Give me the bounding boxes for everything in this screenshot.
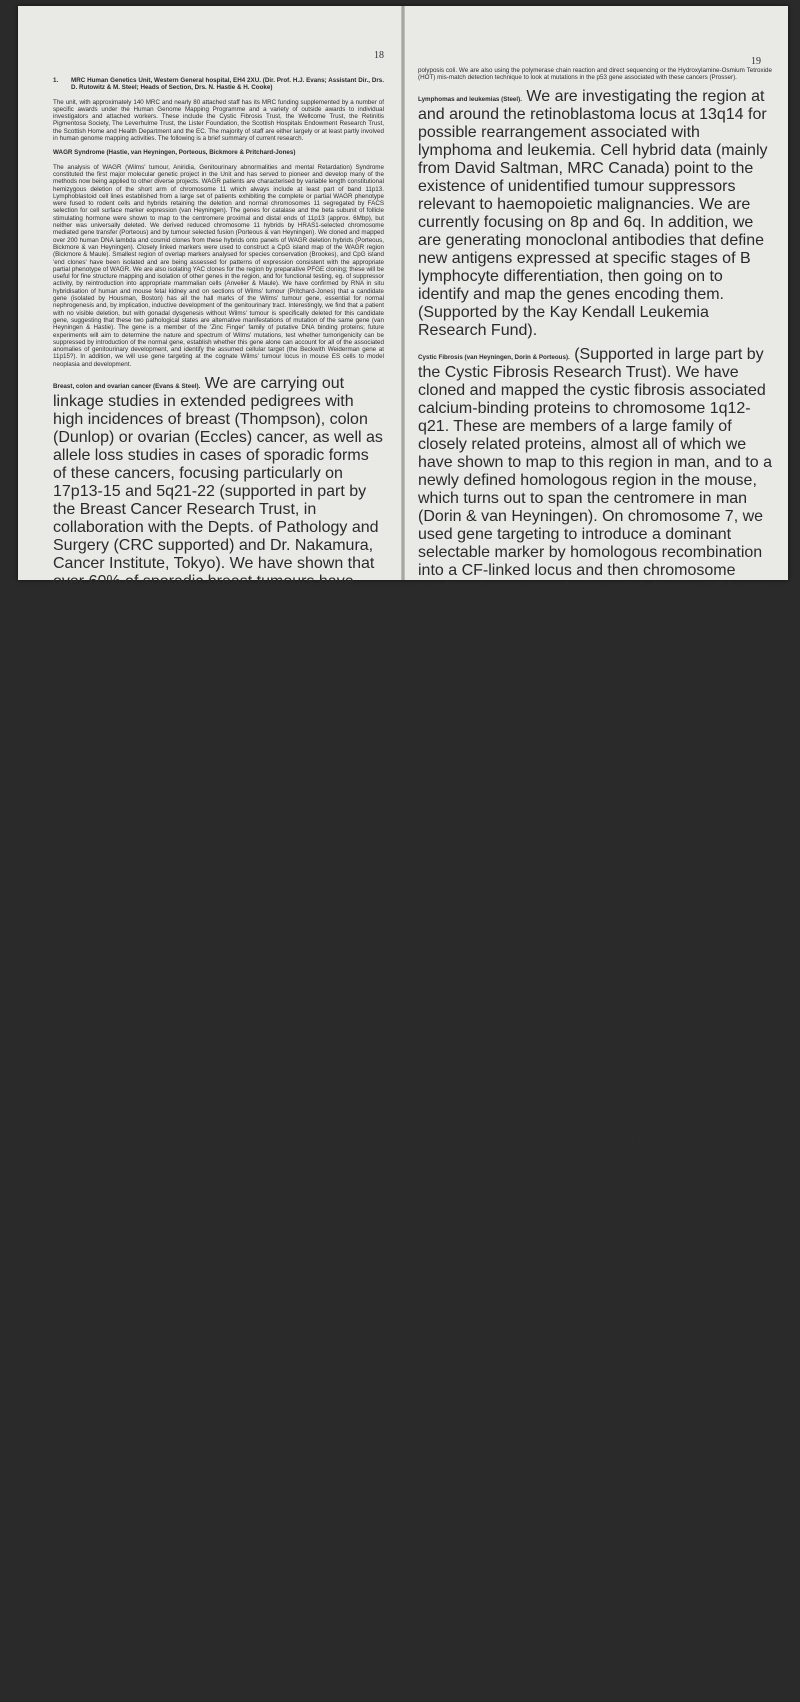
cf-body: (Supported in large part by the Cystic Fibrosis Research Trust). We have cloned and mapped the cystic fibrosis associated calcium-binding proteins to chromosome 1q12-q21. These are members of a large family of closely related proteins, almost all of which we have shown to map to this region in man, and to a newly defined homologous region in the mouse, which turns out to span the centromere in man (Dorin & van Heyningen). On chromosome 7, we used gene targeting to introduce a dominant selectable marker by homologous recombination into a CF-linked locus and then chromosome mediated gene transfer to enrich for the CF locus (Dorin & Porteous). With the CF gene now cloned and the major mutation identified, we are using the gene targeting approach in mouse ES cells to introduce the human mutation into the cognate mouse gene. Generation of germ line chimeras (in collaboration with Dr. M. Hooper, Dept. of Pathology) and breeding to homozygosity will provide a model for the human disease (Dorin, Dickinson & Porteous). bbox=[418, 345, 772, 759]
digeorge-heading: DiGeorge Syndrome (Sharkey & Evans). bbox=[418, 773, 537, 781]
retinal-heading: Retinal disease genes (Bhattacharya, Lindsay, Bower, Wright). bbox=[418, 977, 603, 985]
wagr-paragraph: The analysis of WAGR (Wilms' tumour, Aniridia, Genitourinary abnormalities and mental Retardation) Syndrome constituted the first major molecular genetic project in the Unit and has served to pioneer and develop many of the methods now being applied to other diverse projects. WAGR patients are characterised by variable length constitutional hemizygous deletion of the short arm of chromosome 11 which always include at least part of band 11p13. Lymphoblastoid cell lines established from a large set of patients exhibiting the complete or partial WAGR phenotype were fused to rodent cells and hybrids retaining the deletion and normal chromosomes 11 segregated by FACS selection for cell surface marker expression (van Heyningen). The genes for catalase and the beta subunit of follicle stimulating hormone were shown to map to the centromere proximal and distal ends of 11p13 (approx. 6Mbp), but neither was universally deleted. We derived reduced chromosome 11 hybrids by HRAS1-selected chromosome mediated gene transfer (Porteous) and by tumour selected fusion (Porteous & van Heyningen). We cloned and mapped over 200 human DNA lambda and cosmid clones from these hybrids onto panels of WAGR deletion hybrids (Porteous, Bickmore & van Heyningen). Closely linked markers were used to construct a CpG island map of the WAGR region (Bickmore & Maule). Smallest region of overlap markers analysed for species conservation (Brookes), and CpG island 'end clones' have been isolated and are being assessed for patterns of expression consistent with the appropriate partial phenotype of WAGR. We are also isolating YAC clones for the region by preparative PFGE cloning; these will be useful for fine structure mapping and isolation of other genes in the region, and for functional testing, eg. of suppressor activity, by reintroduction into appropriate mammalian cells (Anvelier & Maule). We have confirmed by RNA in situ hybridisation of human and mouse fetal kidney and on sections of Wilms' tumour (Pritchard-Jones) that a candidate gene (isolated by Housman, Boston) has all the hall marks of the Wilms' tumour gene, essential for normal nephrogenesis and, by implication, inductive development of the genitourinary tract. Interestingly, we find that a patient with no visible deletion, but with gonadal dysgenesis without Wilms' tumour is specifically deleted for this candidate gene, suggesting that these two pathological states are alternative manifestations of mutation of the same gene (van Heyningen & Hastie). The gene is a member of the 'Zinc Finger' family of putative DNA binding proteins; future experiments will aim to determine the nature and spectrum of Wilms' mutations, test whether tumorigenicity can be suppressed by introduction of the normal gene, establish whether this gene alone can account for all of the associated anomalies of genitourinary development, and identify the assumed cellular target (the Beckwith Weiderman gene at 11p15?). In addition, we will use gene targeting at the cognate Wilms' tumour locus in mouse ES cells to model neoplasia and development. bbox=[53, 163, 384, 368]
page-number-left: 18 bbox=[374, 50, 384, 61]
lymphoma-heading: Lymphomas and leukemias (Steel). bbox=[418, 95, 522, 103]
open-book-spread bbox=[18, 6, 788, 1702]
carry-over-paragraph: polyposis coli. We are also using the polymerase chain reaction and direct sequencing or the Hydroxylamine-Osmium Tetroxide (HOT) mis-match detection technique to look at mutations in the p53 gene associated with these cancers (Prosser). bbox=[418, 67, 772, 82]
lymphoma-body: We are investigating the region at and around the retinoblastoma locus at 13q14 for possible rearrangement associated with lymphoma and leukemia. Cell hybrid data (mainly from David Saltman, MRC Canada) point to the existence of unidentified tumour suppressors relevant to haemopoietic malignancies. We are currently focusing on 8p and 6q. In addition, we are generating monoclonal antibodies that define new antigens expressed at specific stages of B lymphocyte differentiation, then going on to identify and map the genes encoding them. (Supported by the Kay Kendall Leukemia Research Fund). bbox=[418, 87, 768, 339]
page-number-right: 19 bbox=[751, 56, 761, 67]
retinal-body: We first showed genetic linkage of X-linked retinitis pigmentosa to the short arm of the human chromosome. At least two different forms of the X-linked disease are now recognised and shown to map to distinct regions of the short arm. We have isolated a battery of X-chromosome derived cosmids which have been mapped by in situ hybridisation and to a panel of somatic cell hybrids carrying derived X-chromosomes. Cosmids mapping to the relevant region are being assessed for potential coding sequences by the criteria of restriction with endonucleases diagnostic for CpG islands, by species conservation ('Zoo' blots) and by detection of transcripts in retinal and other cell lines (Bhattacharya, Lindsay & Bower). This work is supported in part by a Programme Grant from the Wellcome Trust. bbox=[418, 969, 772, 1293]
right-page bbox=[404, 6, 788, 1702]
breast-body: We are carrying out linkage studies in extended pedigrees with high incidences of breast (Thompson), colon (Dunlop) or ovarian (Eccles) cancer, as well as allele loss studies in cases of sporadic forms of these cancers, focusing particularly on 17p13-15 and 5q21-22 (supported in part by the Breast Cancer Research Trust, in collaboration with the Depts. of Pathology and Surgery (CRC supported) and Dr. Nakamura, Cancer Institute, Tokyo). We have shown that over 60% of sporadic breast tumours have allele loss involving 17p and that about 70% of sporadic colon cancers show hemizygosity of the region of 5q that includes the gene for familial adenomatous bbox=[53, 374, 383, 662]
section-heading-text: MRC Human Genetics Unit, Western General hospital, EH4 2XU. (Dir. Prof. H.J. Evans; Assistant Dir., Drs. D. Rutowitz & M. Steel; Heads of Section, Drs. N. Hastie & H. Cooke) bbox=[71, 77, 384, 92]
retinal-paragraph-2: As an alternative approach towards enrichment cloning for the region, we aim to introduce a dominant selectable marker into the relevant region of the X chromosome by homologous recombination from which reduced X-hybrids will be derived by CMGT or X-irradiation. YAC libraries have also been established by conventional and novel means (see below) from FACS sorted X chromosomes and from cell lines containing multiple copies of the X-chromosome, providing probes for and complementary to the long range restriction map we are constructing of the region (Wright). bbox=[418, 1299, 772, 1336]
cf-heading: Cystic Fibrosis (van Heyningen, Dorin & Porteous). bbox=[418, 353, 570, 361]
digeorge-body: DiGeorge Syndrome, a developmental field defect in human embryogenesis, is thought to be due to monosomy of 22q11.1. We are deriving new DNA probes for the region from a NotI library of ch22-only human-mouse hybrid DNA and from FACS sorted derived chromosome 22 from a patient with Cat Eye Syndrome. In addition, we are producing X-irradiation fusion hybrids for reduced chromosome 22 fragments to aid mapping and as a cloning source for new markers. bbox=[418, 765, 771, 963]
section-heading bbox=[53, 77, 384, 92]
psychiatric-body: High density schizophrenic and manic depressive families have been recruited in Scotland and all available members interviewed and assessed clinically for major mental illness. We find no evidence for linkage of a predisposing locus on chromosome 5 proposed by others. We are therefore using available and previously mapped highly polymorphic markers for inclusion and exclusion mapping, but certain regions of the genome provide obvious focus. There are a number of candidate genes, for example the dopamine D2 receptor, which will be examined for evidence of a consistent mutation associated with major mental illness. In addition, we have recently identified a family in which an autosomal translocation cosegregates with schizophrenia. We will use our expertise in somatic cell genetics, in situ hybridisation and YAC cloning to map and clone the breakpoint (with bbox=[418, 1342, 768, 1702]
left-page bbox=[18, 6, 402, 662]
section-number: 1. bbox=[53, 77, 59, 84]
psychiatric-heading: Psychiatric Genetics (St. Clair, Muir, Evans). bbox=[418, 1350, 549, 1358]
wagr-heading: WAGR Syndrome (Hastie, van Heyningen, Porteous, Bickmore & Pritchard-Jones) bbox=[53, 149, 296, 157]
breast-heading: Breast, colon and ovarian cancer (Evans & Steel). bbox=[53, 382, 201, 390]
intro-paragraph: The unit, with approximately 140 MRC and nearly 80 attached staff has its MRC funding supplemented by a number of specific awards under the Human Genome Mapping Programme and a variety of outside awards to individual investigators and attached workers. These include the Cystic Fibrosis Trust, the Wellcome Trust, the Retinitis Pigmentosa Society, The Leverhulme Trust, the Lister Foundation, the Scottish Hospitals Endowment Research Trust, the Scottish Home and Health Department and the EC. The majority of staff are either largely or at least partly involved in human genome mapping activities. The following is a brief summary of current research. bbox=[53, 98, 384, 143]
